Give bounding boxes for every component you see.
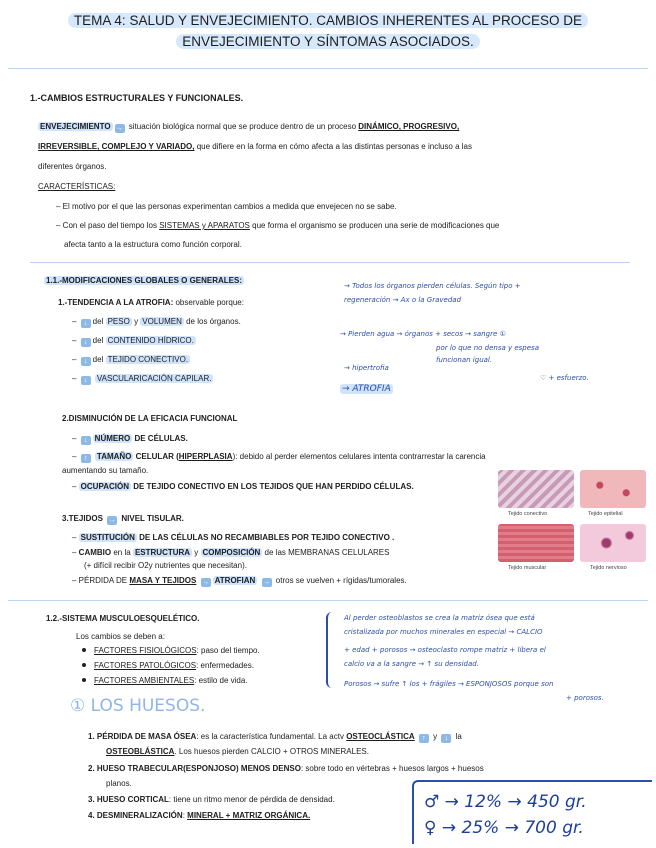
y: y <box>194 548 199 557</box>
efficacy-item-1-tail: DE CÉLULAS. <box>134 434 188 443</box>
efficacy-heading: 2.DISMINUCIÓN DE LA EFICACIA FUNCIONAL <box>62 414 238 423</box>
line2b: . Los huesos pierden CALCIO + OTROS MINERALES. <box>174 747 369 756</box>
hl-numero: NÚMERO <box>94 434 131 443</box>
divider <box>8 600 648 601</box>
def-text-a: situación biológica normal que se produce dentro de un proceso <box>128 122 357 131</box>
num: 3. <box>88 795 95 804</box>
characteristic-2: – Con el paso del tiempo los SISTEMAS y APARATOS que forma el organismo se producen una serie de modificaciones que <box>56 221 500 230</box>
factor-desc: : enfermedades. <box>196 661 254 670</box>
factor-desc: : estilo de vida. <box>194 676 248 685</box>
note-3: → Pierden agua → órganos + secos → sangre ① <box>340 330 506 338</box>
hl: OSTEOCLÁSTICA <box>346 732 415 741</box>
line2a: OSTEOBLÁSTICA <box>106 747 175 756</box>
bone-item-3 <box>88 795 335 804</box>
subsection-heading-1-1 <box>44 276 244 285</box>
tissues-item-1-tail: DE LAS CÉLULAS NO RECAMBIABLES POR TEJIDO CONECTIVO . <box>139 533 395 542</box>
factor-name: FACTORES PATOLÓGICOS <box>94 661 197 670</box>
characteristics-label: CARACTERÍSTICAS: <box>38 182 116 191</box>
head: DESMINERALIZACIÓN <box>96 811 183 820</box>
tamano-c: ): debido al perder elementos celulares intenta contrarrestar la carencia <box>232 452 486 461</box>
note-12-4: calcio va a la sangre → ↑ su densidad. <box>344 660 479 668</box>
cambio: CAMBIO <box>78 548 112 557</box>
title-line-1: TEMA 4: SALUD Y ENVEJECIMIENTO. CAMBIOS INHERENTES AL PROCESO DE <box>68 13 588 28</box>
factors-intro: Los cambios se deben a: <box>76 632 165 641</box>
term-envejecimiento: ENVEJECIMIENTO <box>40 122 111 131</box>
def-text-d: que difiere en la forma en cómo afecta a las distintas personas e incluso a las <box>196 142 472 151</box>
divider <box>30 262 630 263</box>
bone-item-2 <box>88 764 484 773</box>
arrow-down-icon: ↓ <box>81 376 91 385</box>
arrow-right-icon: → <box>116 125 124 132</box>
note-12-1: Al perder osteoblastos se crea la matriz ósea que está <box>344 614 535 622</box>
male-loss: ♂ → 12% → 450 gr. <box>424 792 587 812</box>
arrow-down-icon: ↓ <box>81 319 91 328</box>
arrow-up-icon: ↑ <box>81 454 91 463</box>
note-7 <box>340 384 393 394</box>
head: PÉRDIDA DE MASA ÓSEA <box>96 732 197 741</box>
t1-heading: 1.-TENDENCIA A LA ATROFIA: <box>58 298 174 307</box>
tissues-item-1: – SUSTITUCIÓN DE LAS CÉLULAS NO RECAMBIABLES POR TEJIDO CONECTIVO . <box>72 533 395 542</box>
bones-title: ① LOS HUESOS. <box>70 696 206 716</box>
arrow-down-icon: ↓ <box>81 436 91 445</box>
head: HUESO TRABECULAR(ESPONJOSO) MENOS DENSO <box>96 764 301 773</box>
en-la: en la <box>113 548 131 557</box>
atrophy-item-3: – ↓ del TEJIDO CONECTIVO. <box>72 355 189 365</box>
tendency-heading <box>58 298 244 307</box>
bullet-icon <box>82 648 86 652</box>
t3-tail: NIVEL TISULAR. <box>121 514 184 523</box>
item-post: de los órganos. <box>186 317 241 326</box>
factor-name: FACTORES AMBIENTALES <box>94 676 195 685</box>
item-pre: del <box>92 336 104 345</box>
def-text-b: DINÁMICO, PROGRESIVO, <box>358 122 460 131</box>
hl-atrofian: ATROFIAN <box>214 576 256 585</box>
item-pre: del <box>92 355 104 364</box>
bullet-icon <box>82 663 86 667</box>
efficacy-item-3: – OCUPACIÓN DE TEJIDO CONECTIVO EN LOS TEJIDOS QUE HAN PERDIDO CÉLULAS. <box>72 482 414 491</box>
note-1: → Todos los órganos pierden células. Según tipo + <box>344 282 521 290</box>
note-12-5: Porosos → sufre ↑ los + frágiles → ESPONJOSOS porque son <box>344 680 554 688</box>
tissue-image-nervous <box>580 524 646 562</box>
num: 2. <box>88 764 95 773</box>
efficacy-item-2-cont: aumentando su tamaño. <box>62 466 149 475</box>
item-hl: PESO <box>107 317 130 326</box>
item-hl: VASCULARICACIÓN CAPILAR. <box>96 374 212 383</box>
factor-item <box>82 646 260 655</box>
masa-tejidos: MASA Y TEJIDOS <box>129 576 197 585</box>
text: : <box>182 811 185 820</box>
arrow-up-icon: ↑ <box>419 734 429 743</box>
tail: y <box>433 732 438 741</box>
subsection-heading-1-2: 1.2.-SISTEMA MUSCULOESQUELÉTICO. <box>46 614 200 623</box>
hl-tamano: TAMAÑO <box>96 452 132 461</box>
tamano-b: HIPERPLASIA <box>178 452 233 461</box>
item-hl2: VOLUMEN <box>142 317 182 326</box>
definition-line-3: diferentes órganos. <box>38 162 107 171</box>
atrophy-item-1: – ↓ del PESO y VOLUMEN de los órganos. <box>72 317 241 327</box>
factor-item <box>82 661 254 670</box>
def-text-c: IRREVERSIBLE, COMPLEJO Y VARIADO, <box>38 142 195 151</box>
characteristic-2-cont: afecta tanto a la estructura como función corporal. <box>64 240 242 249</box>
factor-desc: : paso del tiempo. <box>196 646 260 655</box>
curly-brace <box>326 612 340 688</box>
membranas: de las MEMBRANAS CELULARES <box>264 548 390 557</box>
factor-name: FACTORES FISIOLÓGICOS <box>94 646 197 655</box>
char1-text: El motivo por el que las personas experimentan cambios a medida que envejecen no se sabe. <box>62 202 397 211</box>
arrow-down-icon: ↓ <box>81 357 91 366</box>
arrow-right-icon: → <box>108 517 116 524</box>
tamano-a: CELULAR ( <box>135 452 179 461</box>
item-pre: del <box>92 317 104 326</box>
arrow-right-icon: → <box>202 579 210 586</box>
tissues-item-2-cont: (+ difícil recibir O2y nutrientes que necesitan). <box>84 561 247 570</box>
page-title <box>40 10 616 52</box>
note-4: por lo que no densa y espesa <box>436 344 539 352</box>
tissue-image-muscle <box>498 524 574 562</box>
tissues-item-3: – PÉRDIDA DE MASA Y TEJIDOS → ATROFIAN → otros se vuelven + rígidas/tumorales. <box>72 576 407 586</box>
hl-ocupacion: OCUPACIÓN <box>80 482 129 491</box>
s11-heading-text: 1.1.-MODIFICACIONES GLOBALES O GENERALES: <box>46 276 243 285</box>
note-12-3: + edad + porosos → osteoclasto rompe matriz + libera el <box>344 646 546 654</box>
char2-c: que forma el organismo se producen una serie de modificaciones que <box>252 221 500 230</box>
tissue-caption: Tejido epitelial <box>588 511 623 517</box>
hl-composicion: COMPOSICIÓN <box>202 548 261 557</box>
definition-line-1 <box>38 122 459 133</box>
perdida: PÉRDIDA DE <box>78 576 128 585</box>
arrow-down-icon: ↓ <box>441 734 451 743</box>
section-heading: 1.-CAMBIOS ESTRUCTURALES Y FUNCIONALES. <box>30 93 244 103</box>
factor-item <box>82 676 248 685</box>
efficacy-item-1: – ↓ NÚMERO DE CÉLULAS. <box>72 434 188 444</box>
efficacy-item-2: – ↑ TAMAÑO CELULAR (HIPERPLASIA): debido al perder elementos celulares intenta contrarrestar la carencia <box>72 452 486 462</box>
item-hl: TEJIDO CONECTIVO. <box>107 355 189 364</box>
female-loss: ♀ → 25% → 700 gr. <box>424 818 584 838</box>
atrophy-item-4: – ↓ VASCULARICACIÓN CAPILAR. <box>72 374 212 384</box>
bone-item-2-cont: planos. <box>106 779 132 788</box>
rigidas: otros se vuelven + rígidas/tumorales. <box>275 576 407 585</box>
num: 4. <box>88 811 95 820</box>
arrow-down-icon: ↓ <box>81 338 91 347</box>
hl-estructura: ESTRUCTURA <box>134 548 191 557</box>
text: : tiene un ritmo menor de pérdida de densidad. <box>168 795 335 804</box>
tissue-image-epithelial <box>580 470 646 508</box>
tissue-caption: Tejido nervioso <box>590 565 627 571</box>
char2-b: SISTEMAS y APARATOS <box>159 221 250 230</box>
bone-item-1-cont <box>106 747 369 756</box>
tissue-image-connective <box>498 470 574 508</box>
text: : sobre todo en vértebras + huesos largos + huesos <box>300 764 484 773</box>
char2-a: Con el paso del tiempo los <box>62 221 157 230</box>
arrow-right-icon: → <box>263 579 271 586</box>
note-8: ♡ + esfuerzo. <box>540 374 589 382</box>
note-12-6: + porosos. <box>566 694 604 702</box>
note-12-2: cristalizada por muchos minerales en especial → CALCIO <box>344 628 543 636</box>
tissues-heading <box>62 514 184 525</box>
characteristic-1: – El motivo por el que las personas experimentan cambios a medida que envejecen no se sabe. <box>56 202 397 211</box>
atrophy-item-2: – ↓ del CONTENIDO HÍDRICO. <box>72 336 194 346</box>
hl-sustitucion: SUSTITUCIÓN <box>80 533 135 542</box>
divider <box>8 68 648 69</box>
title-line-2: ENVEJECIMIENTO Y SÍNTOMAS ASOCIADOS. <box>176 34 480 49</box>
tissue-caption: Tejido muscular <box>508 565 547 571</box>
hl: MINERAL + MATRIZ ORGÁNICA. <box>187 811 311 820</box>
note-6: → hipertrofia <box>344 364 389 372</box>
bullet-icon <box>82 678 86 682</box>
t1-tail: observable porque: <box>175 298 244 307</box>
bone-item-1: 1. PÉRDIDA DE MASA ÓSEA: es la característica fundamental. La actv OSTEOCLÁSTICA ↑ y ↓ la <box>88 732 462 742</box>
note-7-text: → ATROFIA <box>342 384 391 394</box>
tissue-caption: Tejido conectivo <box>508 511 548 517</box>
note-2: regeneración → Ax o la Gravedad <box>344 296 462 304</box>
note-5: funcionan igual. <box>436 356 493 364</box>
text: : es la característica fundamental. La actv <box>196 732 344 741</box>
definition-line-2 <box>38 142 472 151</box>
item-hl: CONTENIDO HÍDRICO. <box>107 336 194 345</box>
t3-heading: 3.TEJIDOS <box>62 514 103 523</box>
bone-item-4 <box>88 811 310 820</box>
efficacy-item-3-tail: DE TEJIDO CONECTIVO EN LOS TEJIDOS QUE HAN PERDIDO CÉLULAS. <box>133 482 414 491</box>
item-mid: y <box>134 317 139 326</box>
head: HUESO CORTICAL <box>96 795 169 804</box>
tissues-item-2: – CAMBIO en la ESTRUCTURA y COMPOSICIÓN de las MEMBRANAS CELULARES <box>72 548 390 557</box>
num: 1. <box>88 732 95 741</box>
